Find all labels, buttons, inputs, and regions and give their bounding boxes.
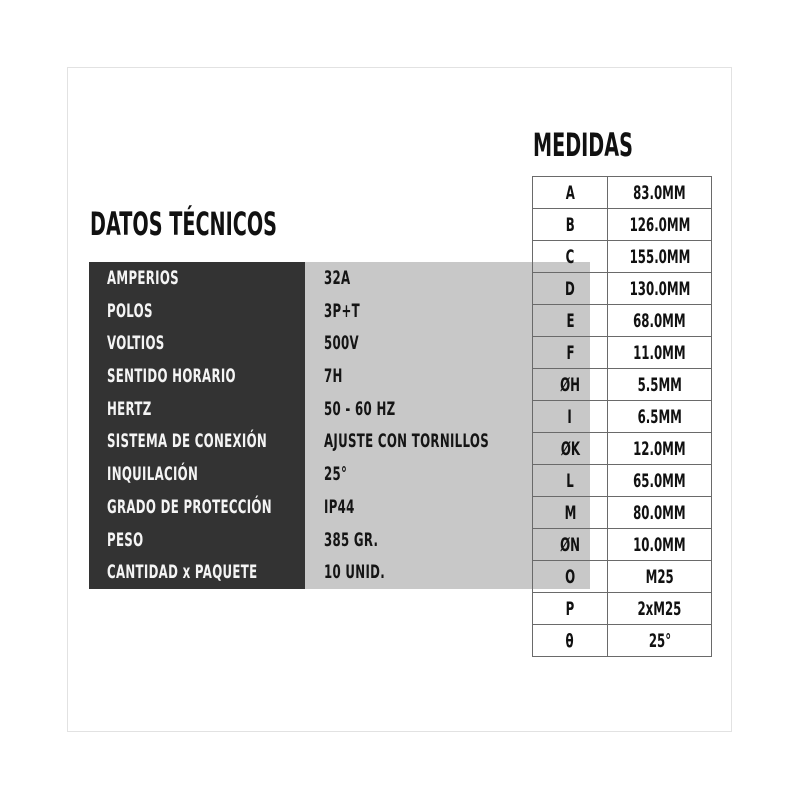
table-row: M 80.0MM	[533, 497, 712, 529]
spec-value: 10 UNID.	[324, 561, 386, 584]
spec-value: 7H	[324, 365, 343, 388]
spec-label: VOLTIOS	[107, 332, 165, 355]
spec-label: GRADO DE PROTECCIÓN	[107, 495, 272, 518]
table-row: θ 25°	[533, 625, 712, 657]
spec-value: AJUSTE CON TORNILLOS	[324, 430, 490, 453]
medidas-title-text: MEDIDAS	[533, 126, 633, 164]
table-row: P 2xM25	[533, 593, 712, 625]
table-row: ØK 12.0MM	[533, 433, 712, 465]
spec-label: PESO	[107, 528, 144, 551]
table-row: E 68.0MM	[533, 305, 712, 337]
spec-label: CANTIDAD x PAQUETE	[107, 561, 258, 584]
spec-value: 3P+T	[324, 299, 360, 322]
spec-value: 32A	[324, 267, 351, 289]
table-row: F 11.0MM	[533, 337, 712, 369]
spec-label: HERTZ	[107, 397, 152, 420]
spec-value: 500V	[324, 332, 359, 355]
spec-label: SENTIDO HORARIO	[107, 365, 236, 388]
datos-tecnicos-title	[90, 205, 402, 243]
table-row: O M25	[533, 561, 712, 593]
spec-label: INQUILACIÓN	[107, 463, 199, 486]
table-row: ØH 5.5MM	[533, 369, 712, 401]
spec-value: 385 GR.	[324, 528, 379, 551]
table-row: ØN 10.0MM	[533, 529, 712, 561]
medidas-title	[533, 126, 700, 164]
spec-value: 25°	[324, 463, 348, 486]
table-row: L 65.0MM	[533, 465, 712, 497]
specs-labels-column	[89, 262, 305, 589]
specs-table	[89, 262, 513, 589]
table-row: A 83.0MM	[533, 177, 712, 209]
table-row: B 126.0MM	[533, 209, 712, 241]
table-row: C 155.0MM	[533, 241, 712, 273]
spec-label: POLOS	[107, 299, 153, 322]
measurements-table	[532, 176, 712, 657]
spec-value: IP44	[324, 495, 355, 518]
spec-value: 50 - 60 HZ	[324, 397, 396, 420]
datos-title-text: DATOS TÉCNICOS	[90, 205, 277, 243]
table-row: D 130.0MM	[533, 273, 712, 305]
table-row: I 6.5MM	[533, 401, 712, 433]
spec-label: SISTEMA DE CONEXIÓN	[107, 430, 268, 453]
spec-label: AMPERIOS	[107, 267, 179, 289]
